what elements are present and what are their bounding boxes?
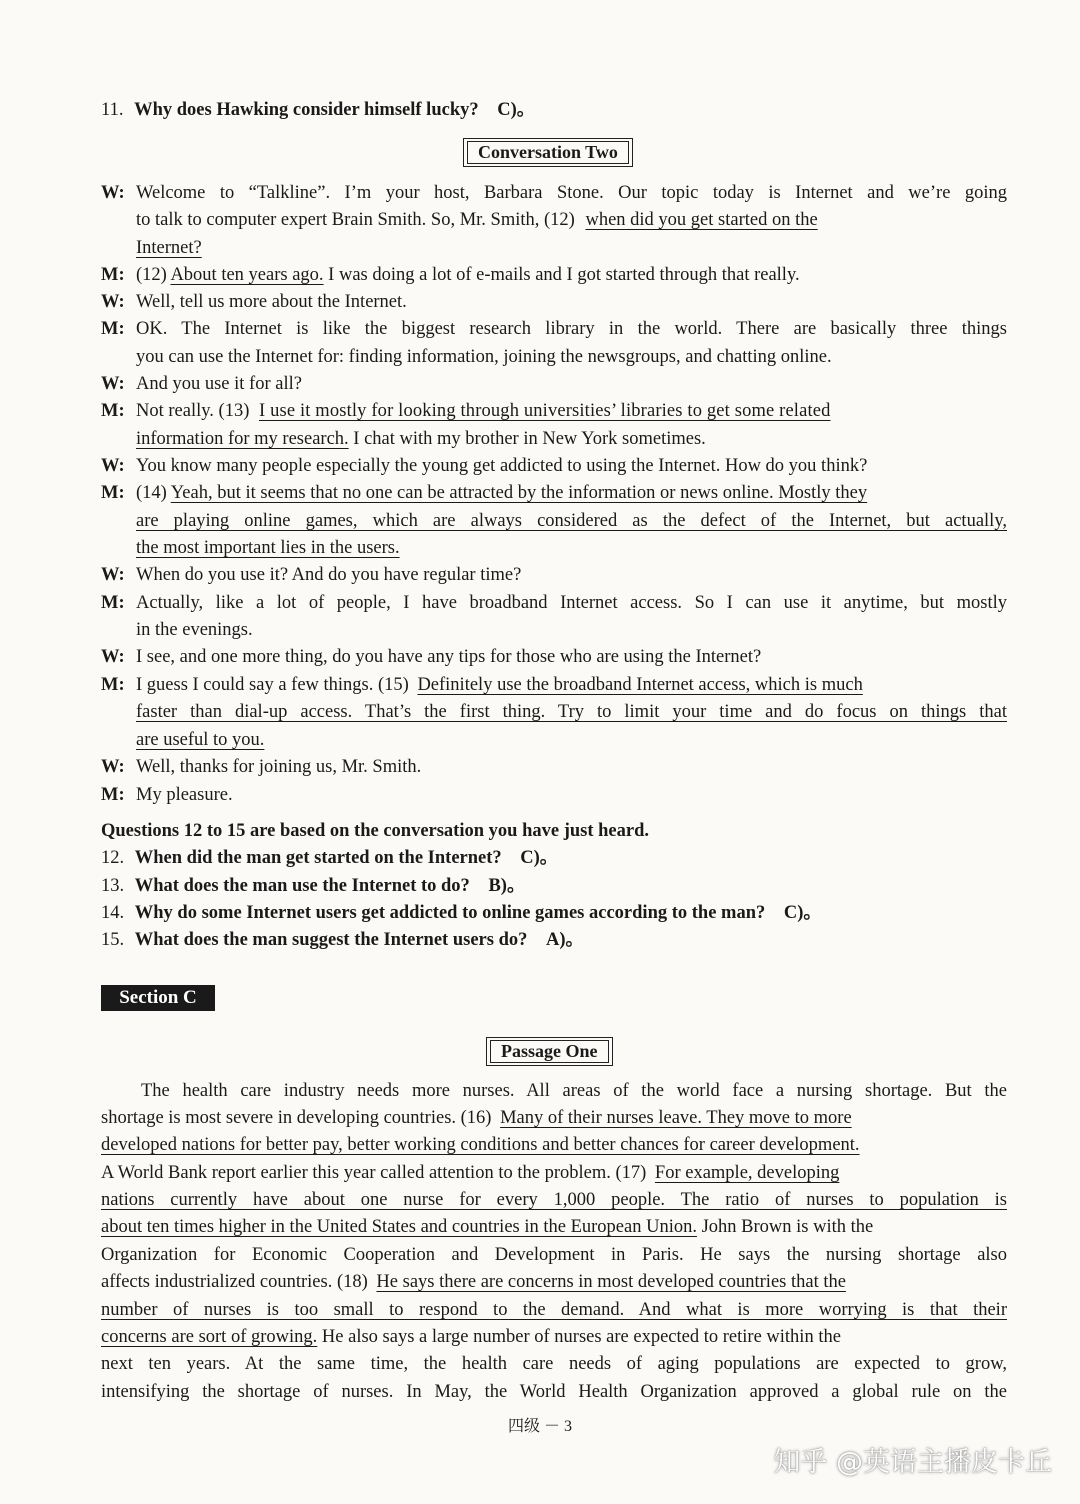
dialogue-text: Not really. (13) xyxy=(136,401,250,421)
question-13 xyxy=(101,873,1007,900)
passage-line xyxy=(101,1297,1007,1324)
passage-line xyxy=(101,1324,1007,1351)
speaker-m: M: xyxy=(101,483,125,503)
question-text: Why does Hawking consider himself lucky? xyxy=(134,100,479,120)
underlined-answer: when did you get started on the xyxy=(585,210,818,230)
question-text: What does the man use the Internet to do? xyxy=(134,876,470,896)
question-number: 13. xyxy=(101,876,125,896)
speaker-m: M: xyxy=(101,265,125,285)
dialogue-line: And you use it for all? xyxy=(136,374,302,394)
dialogue-line: When do you use it? And do you have regular time? xyxy=(136,565,522,585)
dialogue-line xyxy=(136,207,1007,234)
dialogue-line: My pleasure. xyxy=(136,785,233,805)
underlined-answer: about ten times higher in the United States and countries in the European Union. xyxy=(101,1217,697,1237)
passage-one-label: Passage One xyxy=(490,1040,609,1063)
passage-line xyxy=(101,1214,1007,1241)
passage-line xyxy=(101,1351,1007,1378)
passage-text: John Brown is with the xyxy=(701,1217,874,1237)
dialogue-text: I chat with my brother in New York sometimes. xyxy=(353,429,706,449)
question-number: 14. xyxy=(101,903,125,923)
answer: A)。 xyxy=(546,930,585,950)
dialogue-text: Actually, like a lot of people, I have broadband Internet access. So I can use it anytime, but mostly xyxy=(136,593,1007,613)
dialogue-text: to talk to computer expert Brain Smith. So, Mr. Smith, (12) xyxy=(136,210,575,230)
question-14 xyxy=(101,900,1007,927)
answer: C)。 xyxy=(783,903,822,923)
answer: B)。 xyxy=(488,876,526,896)
underlined-answer: Internet? xyxy=(136,238,202,258)
questions-intro: Questions 12 to 15 are based on the conversation you have just heard. xyxy=(101,821,649,841)
underlined-answer: Yeah, but it seems that no one can be attracted by the information or news online. Mostly they xyxy=(170,483,868,503)
answer: C)。 xyxy=(497,100,536,120)
underlined-answer: are useful to you. xyxy=(136,730,265,750)
underlined-answer: information for my research. xyxy=(136,429,349,449)
page-number: 四级 － 3 xyxy=(507,1418,572,1435)
underlined-answer: the most important lies in the users. xyxy=(136,538,400,558)
dialogue-line xyxy=(136,316,1007,343)
speaker-w: W: xyxy=(101,565,125,585)
blank-number: (14) xyxy=(136,483,167,503)
dialogue-line xyxy=(136,480,1007,507)
passage-line xyxy=(101,1160,1007,1187)
underlined-answer: Definitely use the broadband Internet access, which is much xyxy=(417,675,863,695)
dialogue-line xyxy=(136,699,1007,726)
passage-line xyxy=(101,1269,1007,1296)
passage-text: Organization for Economic Cooperation and Development in Paris. He says the nursing shortage also xyxy=(101,1245,1007,1265)
passage-line xyxy=(101,1105,1007,1132)
underlined-answer: I use it mostly for looking through universities’ libraries to get some related xyxy=(258,401,831,421)
passage-line xyxy=(141,1078,1007,1105)
question-text: When did the man get started on the Internet? xyxy=(134,848,502,868)
underlined-answer: He says there are concerns in most developed countries that the xyxy=(376,1272,846,1292)
dialogue-line: Well, tell us more about the Internet. xyxy=(136,292,407,312)
dialogue-line: I see, and one more thing, do you have any tips for those who are using the Internet? xyxy=(136,647,762,667)
speaker-w: W: xyxy=(101,456,125,476)
dialogue-text: I was doing a lot of e-mails and I got started through that really. xyxy=(328,265,800,285)
passage-text: A World Bank report earlier this year called attention to the problem. (17) xyxy=(101,1163,647,1183)
passage-line xyxy=(101,1242,1007,1269)
speaker-m: M: xyxy=(101,319,125,339)
underlined-answer: nations currently have about one nurse for every 1,000 people. The ratio of nurses to population is xyxy=(101,1190,1007,1210)
underlined-answer: Many of their nurses leave. They move to more xyxy=(500,1108,852,1128)
answer: C)。 xyxy=(520,848,559,868)
passage-line xyxy=(101,1132,1007,1159)
speaker-m: M: xyxy=(101,785,125,805)
watermark: 知乎 @英语主播皮卡丘 xyxy=(773,1447,1052,1478)
dialogue-line: in the evenings. xyxy=(136,620,253,640)
dialogue-line: Well, thanks for joining us, Mr. Smith. xyxy=(136,757,422,777)
speaker-m: M: xyxy=(101,675,125,695)
dialogue-line xyxy=(136,672,1007,699)
dialogue-line xyxy=(136,180,1007,207)
dialogue-line xyxy=(136,727,1007,754)
dialogue-text: I guess I could say a few things. (15) xyxy=(136,675,409,695)
passage-line xyxy=(101,1187,1007,1214)
question-number: 15. xyxy=(101,930,125,950)
underlined-answer: are playing online games, which are always considered as the defect of the Internet, but actually, xyxy=(136,511,1007,531)
speaker-w: W: xyxy=(101,757,125,777)
passage-text: shortage is most severe in developing countries. (16) xyxy=(101,1108,492,1128)
speaker-w: W: xyxy=(101,183,125,203)
passage-text: next ten years. At the same time, the health care needs of aging populations are expected to grow, xyxy=(101,1354,1007,1374)
question-number: 12. xyxy=(101,848,125,868)
passage-one-title xyxy=(486,1037,613,1066)
underlined-answer: About ten years ago. xyxy=(170,265,324,285)
question-12 xyxy=(101,845,1007,872)
dialogue-line xyxy=(136,590,1007,617)
question-15 xyxy=(101,927,1007,954)
dialogue-text: OK. The Internet is like the biggest research library in the world. There are basically three things xyxy=(136,319,1007,339)
question-text: Why do some Internet users get addicted to online games according to the man? xyxy=(134,903,766,923)
underlined-answer: For example, developing xyxy=(654,1163,840,1183)
speaker-w: W: xyxy=(101,292,125,312)
speaker-w: W: xyxy=(101,647,125,667)
blank-number: (12) xyxy=(136,265,167,285)
passage-text: intensifying the shortage of nurses. In May, the World Health Organization approved a global rule on the xyxy=(101,1382,1007,1402)
dialogue-line xyxy=(136,535,1007,562)
conversation-two-title xyxy=(463,138,633,167)
question-number: 11. xyxy=(101,100,124,120)
dialogue-line: you can use the Internet for: finding information, joining the newsgroups, and chatting online. xyxy=(136,347,832,367)
dialogue-line xyxy=(136,508,1007,535)
dialogue-line xyxy=(136,262,1007,289)
speaker-m: M: xyxy=(101,593,125,613)
passage-text: The health care industry needs more nurses. All areas of the world face a nursing shortage. But the xyxy=(141,1081,1007,1101)
conversation-two-label: Conversation Two xyxy=(467,141,629,164)
dialogue-line xyxy=(136,235,1007,262)
passage-text: He also says a large number of nurses are expected to retire within the xyxy=(321,1327,841,1347)
passage-line xyxy=(101,1379,1007,1406)
underlined-answer: developed nations for better pay, better working conditions and better chances for career development. xyxy=(101,1135,860,1155)
section-c-heading: Section C xyxy=(101,985,215,1011)
speaker-w: W: xyxy=(101,374,125,394)
dialogue-text: Welcome to “Talkline”. I’m your host, Barbara Stone. Our topic today is Internet and we’re going xyxy=(136,183,1007,203)
dialogue-line xyxy=(136,398,1007,425)
question-text: What does the man suggest the Internet users do? xyxy=(134,930,528,950)
underlined-answer: concerns are sort of growing. xyxy=(101,1327,318,1347)
question-11 xyxy=(101,97,1007,124)
dialogue-line: You know many people especially the young get addicted to using the Internet. How do you think? xyxy=(136,456,868,476)
underlined-answer: number of nurses is too small to respond to the demand. And what is more worrying is that their xyxy=(101,1300,1007,1320)
underlined-answer: faster than dial-up access. That’s the first thing. Try to limit your time and do focus on things that xyxy=(136,702,1007,722)
dialogue-line xyxy=(136,426,1007,453)
speaker-m: M: xyxy=(101,401,125,421)
passage-text: affects industrialized countries. (18) xyxy=(101,1272,368,1292)
